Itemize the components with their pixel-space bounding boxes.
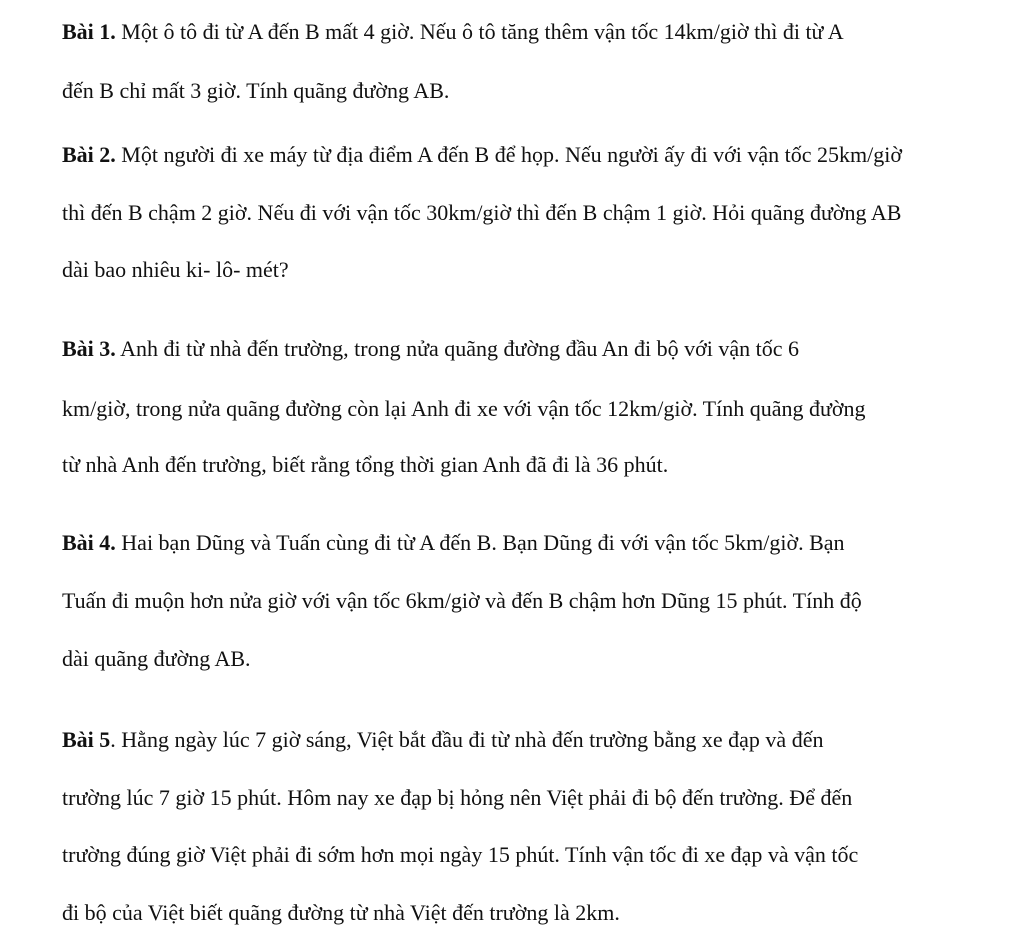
problem-5-line-1 — [62, 727, 823, 753]
problem-1-line-2 — [62, 78, 449, 104]
problem-4-text-1: Hai bạn Dũng và Tuấn cùng đi từ A đến B. Bạn Dũng đi với vận tốc 5km/giờ. Bạn — [115, 530, 845, 555]
problem-5-line-2 — [62, 785, 852, 811]
problem-3-line-2 — [62, 396, 866, 422]
problem-5-label: Bài 5 — [62, 727, 111, 752]
problem-5-line-3 — [62, 842, 858, 868]
problem-4-line-3 — [62, 646, 251, 672]
problem-1-text-1: Một ô tô đi từ A đến B mất 4 giờ. Nếu ô tô tăng thêm vận tốc 14km/giờ thì đi từ A — [115, 19, 844, 44]
problem-2-text-2: thì đến B chậm 2 giờ. Nếu đi với vận tốc 30km/giờ thì đến B chậm 1 giờ. Hỏi quãng đường AB — [62, 200, 902, 225]
problem-5-text-4: đi bộ của Việt biết quãng đường từ nhà Việt đến trường là 2km. — [62, 900, 620, 925]
problem-3-text-2: km/giờ, trong nửa quãng đường còn lại Anh đi xe với vận tốc 12km/giờ. Tính quãng đường — [62, 396, 866, 421]
problem-5-line-4 — [62, 900, 620, 926]
problem-3-text-3: từ nhà Anh đến trường, biết rằng tổng thời gian Anh đã đi là 36 phút. — [62, 452, 669, 477]
problem-2-line-1 — [62, 142, 902, 168]
problem-4-line-1 — [62, 530, 845, 556]
problem-5-text-2: trường lúc 7 giờ 15 phút. Hôm nay xe đạp bị hỏng nên Việt phải đi bộ đến trường. Để đến — [62, 785, 853, 810]
problem-1-text-2: đến B chỉ mất 3 giờ. Tính quãng đường AB. — [62, 78, 450, 103]
problem-4-text-3: dài quãng đường AB. — [62, 646, 251, 671]
problem-4-label: Bài 4. — [62, 530, 116, 555]
problem-3-label: Bài 3. — [62, 336, 116, 361]
problem-5-text-1: . Hằng ngày lúc 7 giờ sáng, Việt bắt đầu đi từ nhà đến trường bằng xe đạp và đến — [110, 727, 824, 752]
problem-4-text-2: Tuấn đi muộn hơn nửa giờ với vận tốc 6km/giờ và đến B chậm hơn Dũng 15 phút. Tính độ — [62, 588, 862, 613]
problem-2-text-3: dài bao nhiêu ki- lô- mét? — [62, 257, 289, 282]
problem-5-text-3: trường đúng giờ Việt phải đi sớm hơn mọi ngày 15 phút. Tính vận tốc đi xe đạp và vận tốc — [62, 842, 859, 867]
problem-3-text-1: Anh đi từ nhà đến trường, trong nửa quãng đường đầu An đi bộ với vận tốc 6 — [115, 336, 800, 361]
problem-2-line-3 — [62, 257, 289, 283]
problem-3-line-1 — [62, 336, 799, 362]
problem-2-line-2 — [62, 200, 901, 226]
problem-1-line-1 — [62, 19, 844, 45]
problem-1-label: Bài 1. — [62, 19, 116, 44]
problem-2-text-1: Một người đi xe máy từ địa điểm A đến B để họp. Nếu người ấy đi với vận tốc 25km/giờ — [115, 142, 903, 167]
problem-2-label: Bài 2. — [62, 142, 116, 167]
problem-4-line-2 — [62, 588, 862, 614]
problem-3-line-3 — [62, 452, 668, 478]
